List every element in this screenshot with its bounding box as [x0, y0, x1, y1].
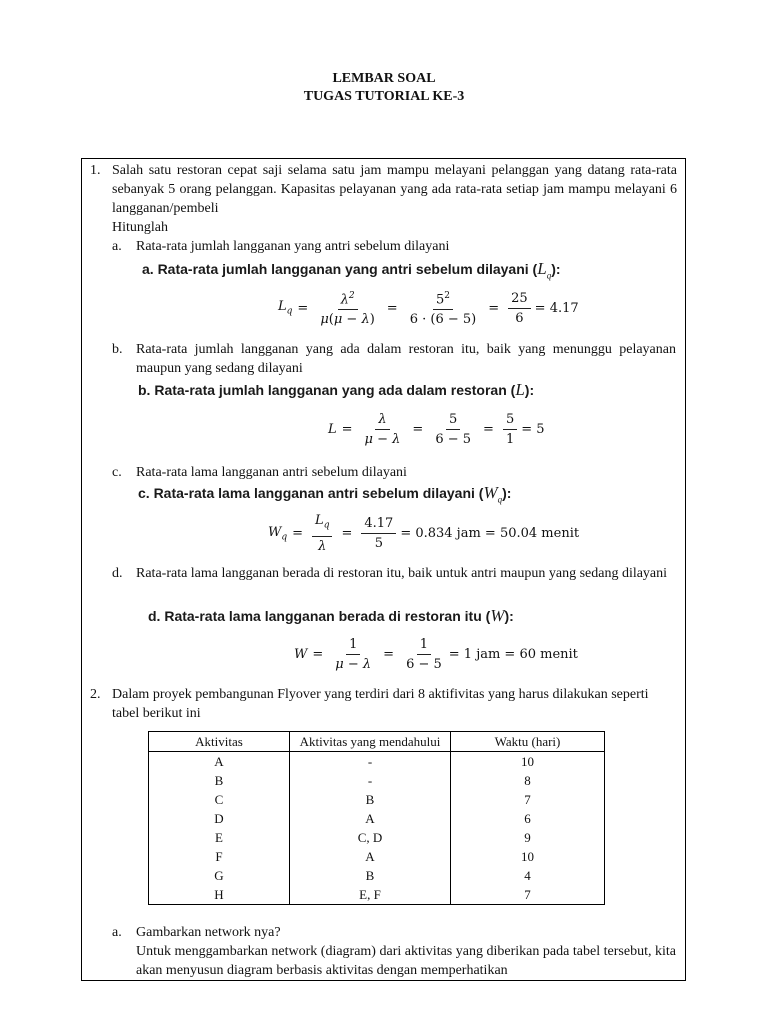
page-subtitle: TUGAS TUTORIAL KE-3	[303, 89, 465, 104]
table-cell: A	[290, 847, 451, 866]
table-row	[149, 790, 605, 809]
q1d-text: Rata-rata lama langganan berada di restoran itu, baik untuk antri maupun yang sedang dilayani	[136, 566, 668, 581]
table-cell: 10	[451, 847, 605, 866]
q2-text: Dalam proyek pembangunan Flyover yang terdiri dari 8 aktifivitas yang harus dilakukan seperti tabel berikut ini	[112, 687, 649, 721]
table-cell: C	[214, 792, 224, 807]
q1-hitunglah: Hitunglah	[112, 220, 168, 235]
q2a-text: Gambarkan network nya?	[136, 925, 281, 940]
table-cell: 8	[451, 771, 605, 790]
table-cell: A	[214, 754, 224, 769]
q2a-label: a.	[112, 925, 122, 940]
table-cell: -	[290, 752, 451, 772]
question-box	[81, 158, 686, 981]
q1c-heading: c. Rata-rata lama langganan antri sebelum dilayani $(W_q)$:	[138, 483, 512, 505]
q1-text: Salah satu restoran cepat saji selama satu jam mampu melayani pelanggan yang datang rata-rata sebanyak 5 orang pelanggan. Kapasitas pelayanan yang ada rata-rata setiap jam mampu melayani 6 langganan/pembeli	[112, 163, 677, 216]
table-header: Aktivitas yang mendahului	[290, 732, 451, 752]
table-cell: H	[214, 887, 224, 902]
table-cell: E	[215, 830, 223, 845]
table-cell: B	[214, 773, 224, 788]
q1c-label: c.	[112, 465, 122, 480]
table-cell: B	[290, 866, 451, 885]
q1d-formula: W = $\frac{1}{\mu - \lambda}$ = $\frac{1}{6 - 5}$ = 1 jam = 60 menit	[294, 637, 578, 672]
table-cell: 10	[451, 752, 605, 772]
q1d-result: = 1 jam = 60 menit	[448, 647, 578, 662]
table-cell: 6	[451, 809, 605, 828]
q1b-text: Rata-rata jumlah langganan yang ada dalam restoran itu, baik yang menunggu pelayanan maupun yang sedang dilayani	[136, 342, 676, 376]
table-cell: D	[214, 811, 224, 826]
table-row	[149, 752, 605, 772]
q1b-label: b.	[112, 342, 123, 357]
table-cell: 4	[451, 866, 605, 885]
table-row	[149, 885, 605, 905]
table-cell: F	[215, 849, 223, 864]
table-cell: 9	[451, 828, 605, 847]
q1-number: 1.	[90, 163, 101, 178]
table-cell: 7	[451, 885, 605, 905]
table-row	[149, 847, 605, 866]
q1b-result: = 5	[521, 422, 545, 437]
table-cell: B	[290, 790, 451, 809]
q1c-result: = 0.834 jam = 50.04 menit	[400, 525, 580, 541]
table-header: Waktu (hari)	[451, 732, 605, 752]
q2a-answer: Untuk menggambarkan network (diagram) dari aktivitas yang diberikan pada tabel tersebut, kita akan menyusun diagram berbasis aktivitas dengan memperhatikan	[136, 944, 676, 978]
activity-table	[148, 731, 605, 905]
q1a-text: Rata-rata jumlah langganan yang antri sebelum dilayani	[136, 239, 450, 254]
page-title: LEMBAR SOAL	[332, 71, 436, 86]
table-header: Aktivitas	[149, 732, 290, 752]
table-cell: -	[290, 771, 451, 790]
q1b-formula: L = $\frac{\lambda}{\mu - \lambda}$ = $\frac{5}{6 - 5}$ = $\frac{5}{1}$ = 5	[328, 412, 545, 447]
q1d-label: d.	[112, 566, 123, 581]
q2-number: 2.	[90, 687, 101, 702]
table-row	[149, 809, 605, 828]
table-cell: G	[214, 868, 224, 883]
q1a-label: a.	[112, 239, 122, 254]
table-cell: 7	[451, 790, 605, 809]
q1a-result: = 4.17	[534, 300, 579, 316]
table-header-row	[149, 732, 605, 752]
q1b-heading: b. Rata-rata jumlah langganan yang ada dalam restoran (L):	[138, 380, 535, 399]
q1a-formula: $L_q$ = $\frac{\lambda^2}{\mu(\mu - \lambda)}$ = $\frac{5^2}{6 \cdot (6 - 5)}$ = $\frac{25}{6}$ = 4.17	[278, 290, 579, 328]
q1c-text: Rata-rata lama langganan antri sebelum dilayani	[136, 465, 407, 480]
table-row	[149, 828, 605, 847]
table-cell: C, D	[290, 828, 451, 847]
q1a-heading: a. Rata-rata jumlah langganan yang antri sebelum dilayani $(L_q)$:	[142, 259, 561, 281]
q1c-formula: $W_q$ = $\frac{L_q}{\lambda}$ = $\frac{4.17}{5}$ = 0.834 jam = 50.04 menit	[268, 513, 580, 554]
table-row	[149, 771, 605, 790]
q1d-heading: d. Rata-rata lama langganan berada di restoran itu (W):	[148, 606, 514, 625]
table-row	[149, 866, 605, 885]
table-cell: E, F	[290, 885, 451, 905]
table-cell: A	[290, 809, 451, 828]
